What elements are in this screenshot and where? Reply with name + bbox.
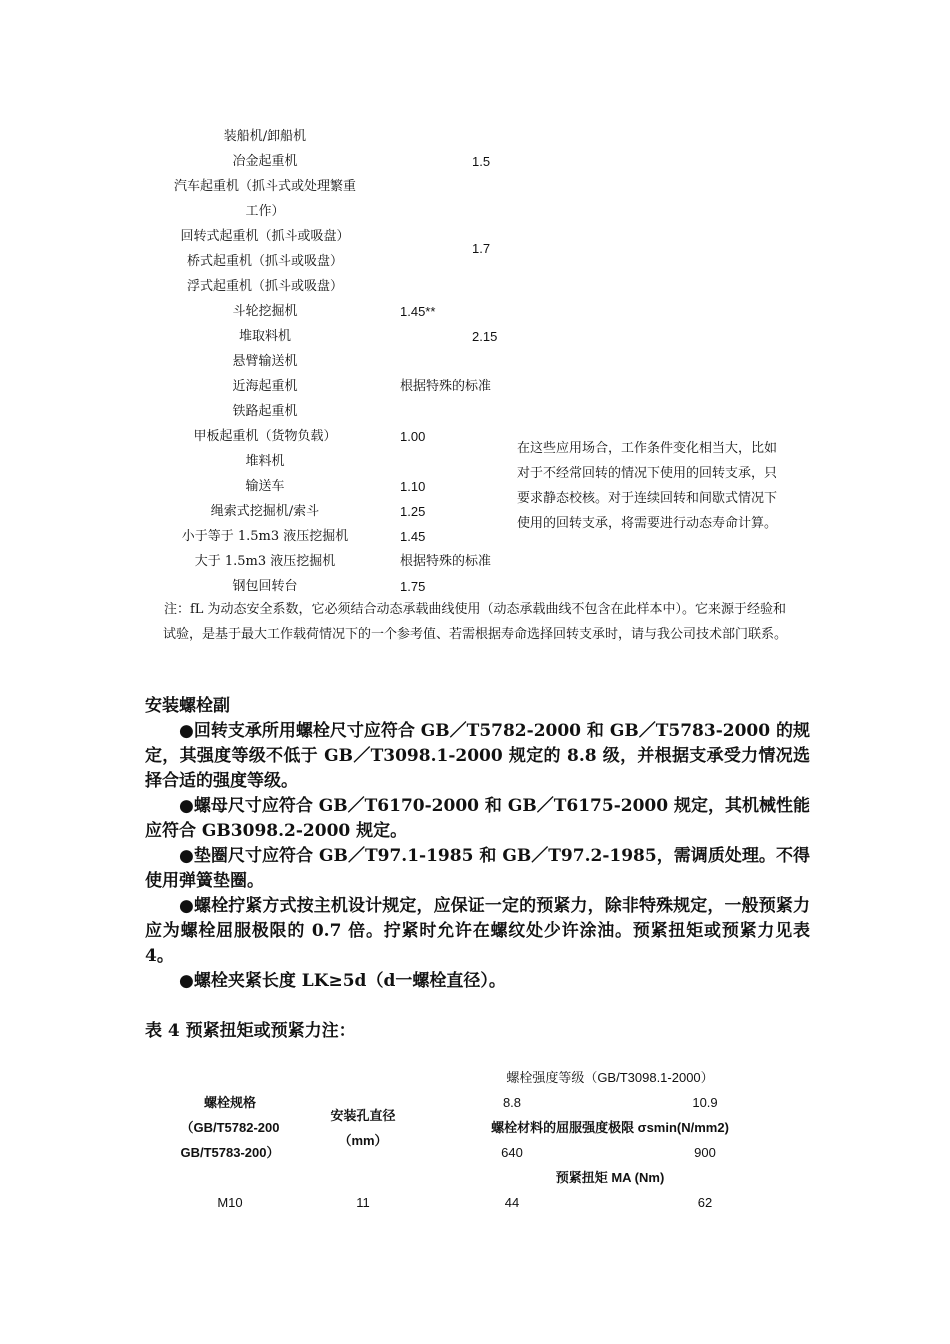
bolt-spec-std2: GB/T5783-200） [180, 1145, 280, 1160]
fl-table-app-name: 汽车起重机（抓斗式或处理繁重 [173, 179, 356, 194]
fl-table-value: 1.7 [472, 241, 491, 256]
bullet-1: ●回转支承所用螺栓尺寸应符合 GB／T5782-2000 和 GB／T5783-2000 的规定，其强度等级不低于 GB／T3098.1-2000 规定的 8.8 级，并根据支承受力情况选择合适的强度等级。 [145, 721, 810, 791]
fl-table-app-name: 桥式起重机（抓斗或吸盘） [186, 254, 343, 269]
fl-table-value: 根据特殊的标准 [400, 554, 492, 569]
bullet-2: ●螺母尺寸应符合 GB／T6170-2000 和 GB／T6175-2000 规定，其机械性能应符合 GB3098.2-2000 规定。 [145, 796, 810, 841]
bullet-4: ●螺栓拧紧方式按主机设计规定，应保证一定的预紧力，除非特殊规定，一般预紧力应为螺栓屈服极限的 0.7 倍。拧紧时允许在螺纹处少许涂油。预紧扭矩或预紧力见表 4。 [145, 896, 810, 966]
row-torque-10-9: 62 [697, 1195, 713, 1210]
grade-8-8: 8.8 [502, 1095, 522, 1110]
table4-caption: 表 4 预紧扭矩或预紧力注： [145, 1021, 356, 1041]
fl-table-app-name: 大于 1.5m3 液压挖掘机 [194, 554, 336, 569]
fl-table-value: 2.15 [472, 329, 498, 344]
fl-table-app-name: 近海起重机 [232, 379, 298, 394]
yield-strength-label: 螺栓材料的屈服强度极限 σsmin(N/mm2) [491, 1120, 729, 1135]
fl-table-app-name: 钢包回转台 [232, 579, 298, 594]
fl-table-value: 1.75 [400, 579, 426, 594]
yield-900: 900 [694, 1145, 716, 1160]
fl-table-value: 1.5 [472, 154, 491, 169]
fl-table-value: 1.45 [400, 529, 426, 544]
fl-table-value: 1.00 [400, 429, 426, 444]
fl-table-value: 1.45** [400, 304, 436, 319]
table-footnote: 注：fL 为动态安全系数，它必须结合动态承载曲线使用（动态承载曲线不包含在此样本中）。它来源于经验和试验，是基于最大工作载荷情况下的一个参考值、若需根据寿命选择回转支承时，请与我公司技术部门联系。 [162, 602, 787, 642]
fl-table-app-name: 小于等于 1.5m3 液压挖掘机 [181, 529, 349, 544]
row-torque-8-8: 44 [504, 1195, 520, 1210]
row-hole: 11 [356, 1195, 370, 1210]
fl-table-app-name: 铁路起重机 [232, 404, 298, 419]
fl-table-app-name: 堆料机 [245, 454, 285, 469]
fl-table-app-name: 装船机/卸船机 [223, 129, 307, 144]
fl-table-app-name: 工作） [245, 204, 285, 219]
fl-table-app-name: 绳索式挖掘机/索斗 [210, 504, 320, 519]
torque-label: 预紧扭矩 MA (Nm) [555, 1170, 665, 1185]
fl-table-app-name: 堆取料机 [238, 329, 291, 344]
bolt-spec-label: 螺栓规格 [203, 1095, 256, 1110]
bolt-spec-std1: （GB/T5782-200 [180, 1120, 280, 1135]
fl-table-app-name: 悬臂输送机 [232, 354, 298, 369]
table4-grade-header: 螺栓强度等级（GB/T3098.1-2000） [506, 1070, 714, 1085]
fl-table-app-name: 输送车 [245, 479, 285, 494]
fl-table-app-name: 斗轮挖掘机 [232, 304, 298, 319]
row-spec: M10 [217, 1195, 243, 1210]
fl-table-app-name: 浮式起重机（抓斗或吸盘） [186, 279, 343, 294]
fl-table-app-name: 冶金起重机 [232, 154, 298, 169]
section-title: 安装螺栓副 [145, 696, 230, 716]
fl-table-value: 1.25 [400, 504, 426, 519]
grade-10-9: 10.9 [692, 1095, 718, 1110]
yield-640: 640 [501, 1145, 523, 1160]
bullet-3: ●垫圈尺寸应符合 GB／T97.1-1985 和 GB／T97.2-1985，需调质处理。不得使用弹簧垫圈。 [145, 846, 810, 891]
fl-table-app-name: 回转式起重机（抓斗或吸盘） [180, 229, 350, 244]
fl-table-app-name: 甲板起重机（货物负载） [193, 429, 337, 444]
bullet-5: ●螺栓夹紧长度 LK≥5d（d一螺栓直径）。 [179, 971, 506, 991]
hole-diameter-label: 安装孔直径 [330, 1108, 396, 1123]
fl-table-value: 根据特殊的标准 [400, 379, 492, 394]
hole-diameter-unit: （mm） [338, 1133, 388, 1148]
side-note: 在这些应用场合，工作条件变化相当大，比如对于不经常回转的情况下使用的回转支承，只要求静态校核。对于连续回转和间歇式情况下使用的回转支承，将需要进行动态寿命计算。 [516, 441, 777, 531]
fl-table-value: 1.10 [400, 479, 426, 494]
